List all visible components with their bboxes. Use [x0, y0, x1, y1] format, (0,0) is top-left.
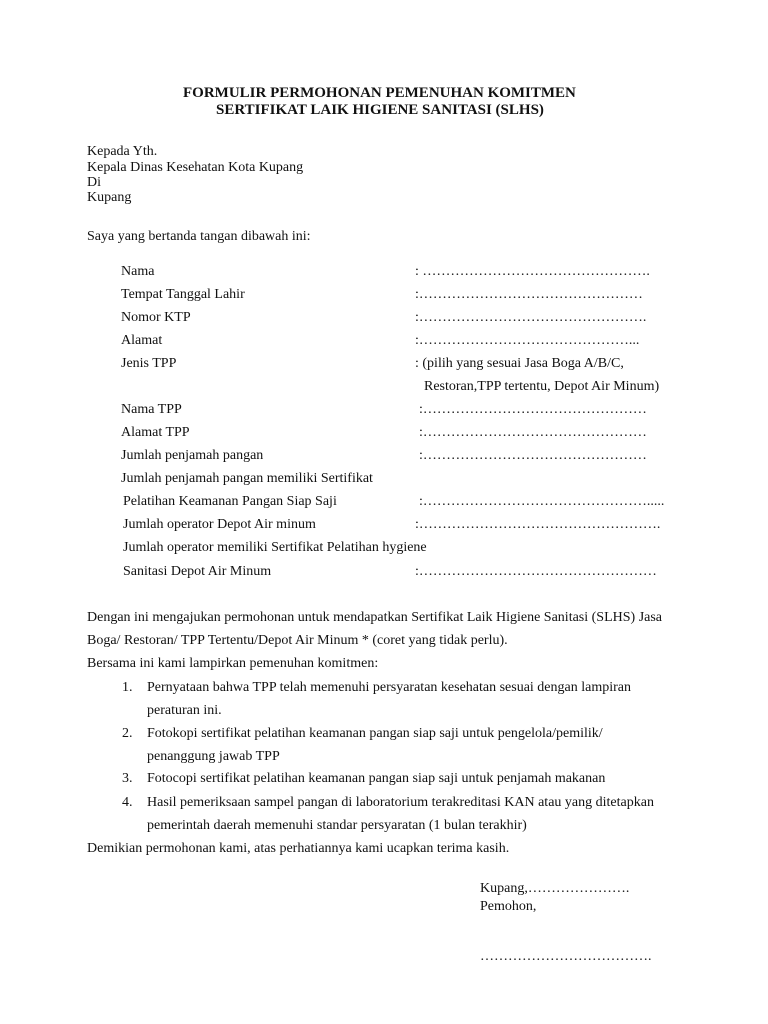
attachment-item: Hasil pemeriksaan sampel pangan di laboratorium terakreditasi KAN atau yang ditetapkan — [147, 795, 654, 810]
field-value-jenis-tpp-cont: Restoran,TPP tertentu, Depot Air Minum) — [424, 379, 660, 394]
field-label-alamat-tpp: Alamat TPP — [121, 425, 190, 440]
attachment-item-cont: peraturan ini. — [147, 703, 222, 718]
field-label-operator-sertifikat-cont: Sanitasi Depot Air Minum — [123, 564, 272, 579]
attachment-number: 4. — [122, 795, 133, 810]
field-value-ktp: :…………………………………………. — [415, 310, 647, 325]
field-label-nama: Nama — [121, 264, 155, 279]
attachment-number: 1. — [122, 680, 133, 695]
closing-text: Demikian permohonan kami, atas perhatiannya kami ucapkan terima kasih. — [87, 841, 510, 856]
field-label-ktp: Nomor KTP — [121, 310, 191, 325]
field-label-penjamah-sertifikat-cont: Pelatihan Keamanan Pangan Siap Saji — [123, 494, 337, 509]
form-title-line2: SERTIFIKAT LAIK HIGIENE SANITASI (SLHS) — [216, 102, 544, 118]
field-value-alamat: :………………………………………... — [415, 333, 640, 348]
field-label-nama-tpp: Nama TPP — [121, 402, 182, 417]
field-value-nama: : …………………………………………. — [415, 264, 650, 279]
intro-text: Saya yang bertanda tangan dibawah ini: — [87, 229, 311, 244]
field-value-penjamah: :………………………………………… — [419, 448, 647, 463]
field-label-penjamah-sertifikat: Jumlah penjamah pangan memiliki Sertifikat — [121, 471, 373, 486]
field-label-jenis-tpp: Jenis TPP — [121, 356, 177, 371]
field-value-ttl: :………………………………………… — [415, 287, 643, 302]
signature-place-date: Kupang,…………………. — [480, 881, 630, 896]
address-city: Kupang — [87, 190, 132, 205]
address-office: Kepala Dinas Kesehatan Kota Kupang — [87, 160, 304, 175]
request-text-cont: Boga/ Restoran/ TPP Tertentu/Depot Air Minum * (coret yang tidak perlu). — [87, 633, 508, 648]
field-value-operator-sertifikat: :…………………………………………… — [415, 564, 657, 579]
attachments-intro: Bersama ini kami lampirkan pemenuhan komitmen: — [87, 656, 379, 671]
field-label-operator-sertifikat: Jumlah operator memiliki Sertifikat Pelatihan hygiene — [123, 540, 427, 555]
request-text: Dengan ini mengajukan permohonan untuk mendapatkan Sertifikat Laik Higiene Sanitasi (SLHS) Jasa — [87, 610, 663, 625]
field-value-operator: :……………………………………………. — [415, 517, 661, 532]
field-value-alamat-tpp: :………………………………………… — [419, 425, 647, 440]
attachment-item: Pernyataan bahwa TPP telah memenuhi persyaratan kesehatan sesuai dengan lampiran — [147, 680, 631, 695]
form-title-line1: FORMULIR PERMOHONAN PEMENUHAN KOMITMEN — [183, 85, 576, 101]
address-di: Di — [87, 175, 101, 190]
address-recipient: Kepada Yth. — [87, 144, 158, 159]
signature-role: Pemohon, — [480, 899, 537, 914]
field-label-penjamah: Jumlah penjamah pangan — [121, 448, 264, 463]
attachment-item: Fotocopi sertifikat pelatihan keamanan pangan siap saji untuk penjamah makanan — [147, 771, 606, 786]
field-label-operator: Jumlah operator Depot Air minum — [123, 517, 316, 532]
field-label-ttl: Tempat Tanggal Lahir — [121, 287, 245, 302]
field-value-penjamah-sertifikat: :…………………………………………..... — [419, 494, 665, 509]
field-label-alamat: Alamat — [121, 333, 163, 348]
attachment-number: 3. — [122, 771, 133, 786]
attachment-item: Fotokopi sertifikat pelatihan keamanan pangan siap saji untuk pengelola/pemilik/ — [147, 726, 603, 741]
attachment-number: 2. — [122, 726, 133, 741]
field-value-nama-tpp: :………………………………………… — [419, 402, 647, 417]
attachment-item-cont: pemerintah daerah memenuhi standar persyaratan (1 bulan terakhir) — [147, 818, 527, 833]
attachment-item-cont: penanggung jawab TPP — [147, 749, 280, 764]
signature-name-line: ………………………………. — [480, 949, 652, 964]
field-value-jenis-tpp: : (pilih yang sesuai Jasa Boga A/B/C, — [415, 356, 624, 371]
